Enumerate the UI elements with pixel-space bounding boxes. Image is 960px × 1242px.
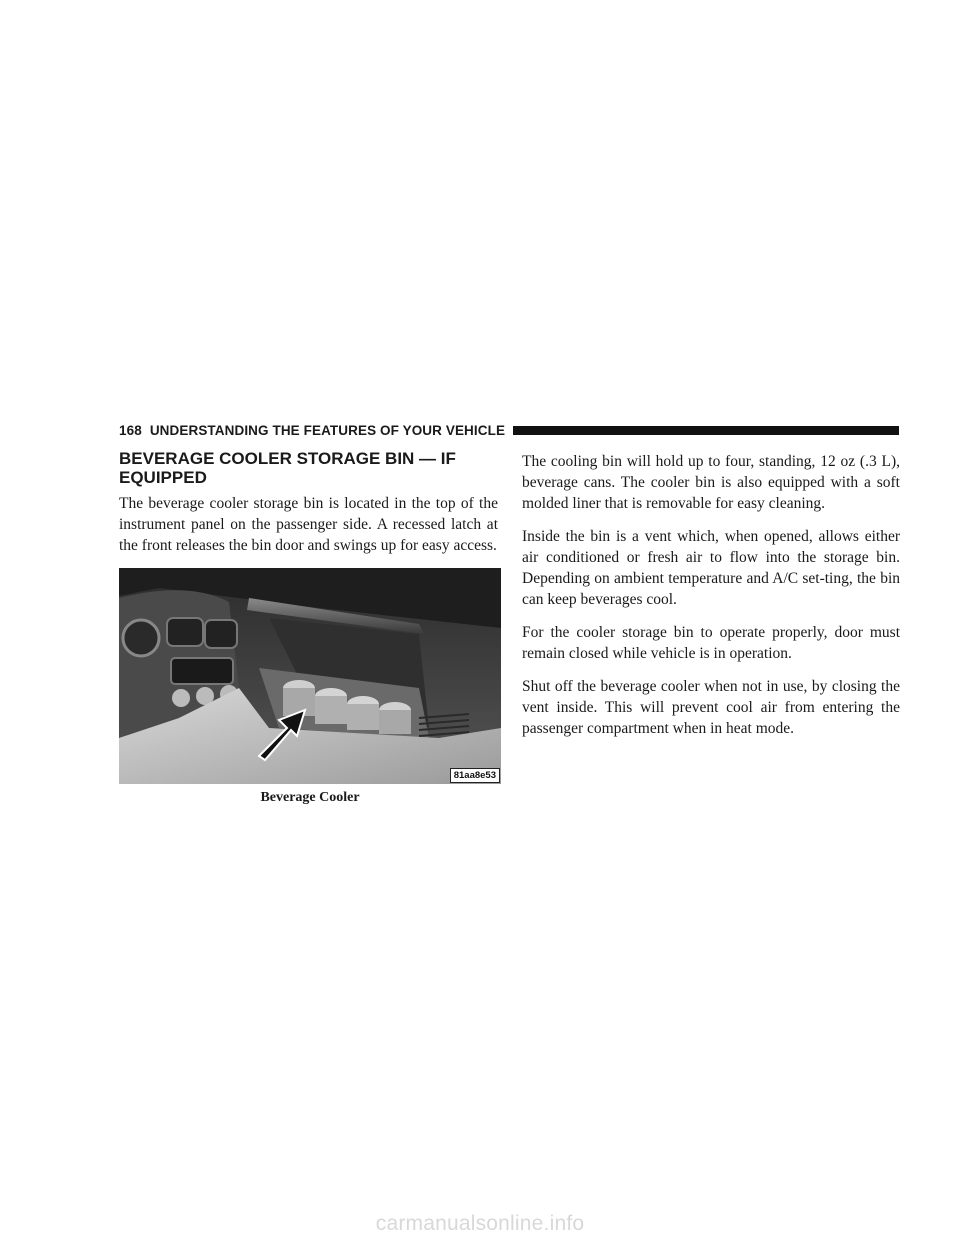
left-column xyxy=(119,449,498,556)
figure-code: 81aa8e53 xyxy=(450,768,500,783)
paragraph-shutoff: Shut off the beverage cooler when not in use, by closing the vent inside. This will prevent cool air from entering the passenger compartment when in heat mode. xyxy=(522,678,900,737)
paragraph-capacity: The cooling bin will hold up to four, standing, 12 oz (.3 L), beverage cans. The cooler bin is also equipped with a soft molded liner that is removable for easy cleaning. xyxy=(522,453,900,512)
paragraph-door: For the cooler storage bin to operate properly, door must remain closed while vehicle is in operation. xyxy=(522,624,900,662)
page-number: 168 xyxy=(119,422,142,438)
figure-caption: Beverage Cooler xyxy=(260,790,360,805)
right-column xyxy=(522,449,900,751)
watermark: carmanualsonline.info xyxy=(375,1212,585,1235)
paragraph-vent: Inside the bin is a vent which, when opened, allows either air conditioned or fresh air to flow into the storage bin. Depending on ambient temperature and A/C set-ting, the bin can keep beverages cool. xyxy=(522,528,900,608)
beverage-cooler-figure xyxy=(119,568,501,784)
section-title: UNDERSTANDING THE FEATURES OF YOUR VEHICLE xyxy=(149,422,506,438)
intro-paragraph: The beverage cooler storage bin is located in the top of the instrument panel on the passenger side. A recessed latch at the front releases the bin door and swings up for easy access. xyxy=(119,495,498,554)
dashboard-illustration xyxy=(119,568,501,784)
page-header xyxy=(119,420,899,440)
section-heading: BEVERAGE COOLER STORAGE BIN — IF EQUIPPED xyxy=(119,449,456,487)
header-rule xyxy=(513,426,899,435)
